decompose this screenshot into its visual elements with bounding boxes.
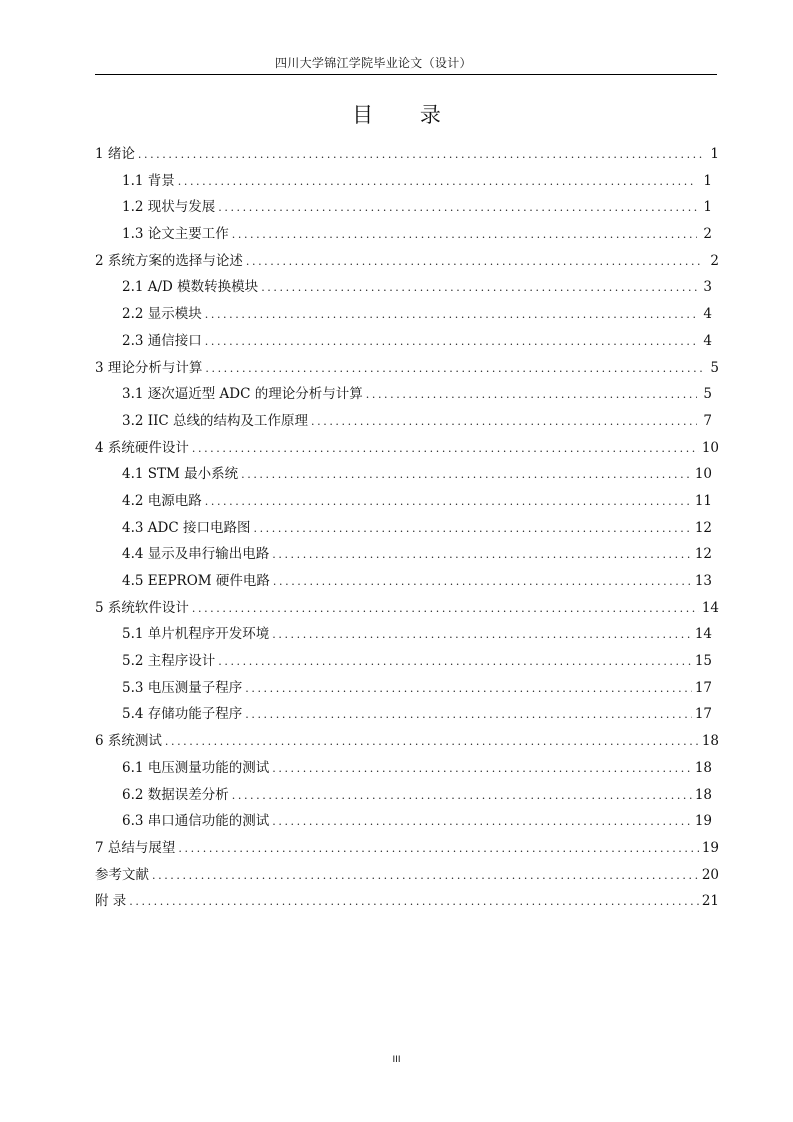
toc-dot-leader [273, 569, 692, 596]
toc-dot-leader [165, 729, 699, 756]
toc-dot-leader [138, 142, 704, 169]
toc-entry-title: 5.4 存储功能子程序 [122, 706, 243, 723]
toc-entry[interactable] [95, 675, 719, 702]
toc-dot-leader [272, 622, 692, 649]
toc-dot-leader [205, 356, 704, 383]
toc-entry-title: 2.2 显示模块 [122, 306, 202, 323]
toc-dot-leader [245, 676, 692, 703]
toc-entry-title: 4.2 电源电路 [122, 492, 202, 509]
toc-entry[interactable] [95, 274, 719, 301]
toc-entry-title: 6.2 数据误差分析 [122, 786, 229, 803]
toc-entry[interactable] [95, 221, 719, 248]
toc-entry[interactable] [95, 621, 719, 648]
toc-entry[interactable] [95, 355, 719, 382]
toc-entry[interactable] [95, 782, 719, 809]
toc-entry-page: 15 [694, 653, 712, 670]
toc-entry[interactable] [95, 408, 719, 435]
toc-entry[interactable] [95, 488, 719, 515]
toc-dot-leader [129, 889, 699, 916]
toc-entry-title: 3.2 IIC 总线的结构及工作原理 [122, 412, 309, 429]
toc-entry[interactable] [95, 435, 719, 462]
toc-entry-page: 14 [694, 626, 712, 643]
toc-entry-title: 4 系统硬件设计 [95, 439, 189, 456]
toc-dot-leader [205, 329, 697, 356]
toc-entry-title: 2 系统方案的选择与论述 [95, 252, 243, 269]
toc-dot-leader [178, 169, 697, 196]
toc-entry-page: 7 [703, 412, 712, 429]
toc-entry[interactable] [95, 755, 719, 782]
toc-title: 目 录 [352, 103, 461, 127]
toc-dot-leader [311, 409, 697, 436]
toc-entry[interactable] [95, 728, 719, 755]
toc-entry-page: 12 [694, 519, 712, 536]
toc-entry-title: 5.3 电压测量子程序 [122, 679, 243, 696]
table-of-contents [95, 141, 719, 915]
toc-entry[interactable] [95, 541, 719, 568]
toc-entry-page: 17 [694, 679, 712, 696]
toc-entry-title: 6 系统测试 [95, 733, 162, 750]
toc-entry[interactable] [95, 515, 719, 542]
toc-entry-page: 18 [694, 786, 712, 803]
toc-dot-leader [253, 516, 691, 543]
toc-entry-page: 3 [703, 279, 712, 296]
toc-dot-leader [261, 275, 697, 302]
toc-entry[interactable] [95, 141, 719, 168]
toc-dot-leader [272, 809, 692, 836]
toc-entry-page: 5 [703, 386, 712, 403]
toc-entry-page: 11 [694, 492, 712, 509]
toc-entry-title: 1.2 现状与发展 [122, 199, 216, 216]
toc-dot-leader [205, 489, 692, 516]
toc-entry-page: 4 [703, 306, 712, 323]
toc-entry-page: 10 [694, 466, 712, 483]
toc-entry-page: 13 [694, 573, 712, 589]
toc-entry-title: 1.1 背景 [122, 172, 175, 189]
toc-entry-title: 5 系统软件设计 [95, 599, 189, 616]
toc-entry[interactable] [95, 301, 719, 328]
toc-entry-page: 17 [694, 706, 712, 723]
toc-dot-leader [245, 702, 692, 729]
toc-entry-title: 1.3 论文主要工作 [122, 226, 229, 243]
toc-dot-leader [152, 863, 699, 890]
toc-entry[interactable] [95, 328, 719, 355]
toc-entry[interactable] [95, 808, 719, 835]
toc-dot-leader [272, 542, 692, 569]
toc-entry[interactable] [95, 381, 719, 408]
toc-entry-title: 2.1 A/D 模数转换模块 [122, 279, 259, 296]
toc-dot-leader [192, 436, 699, 463]
toc-dot-leader [205, 302, 697, 329]
toc-dot-leader [366, 382, 697, 409]
toc-entry-page: 21 [701, 893, 719, 910]
page-number: III [392, 1055, 401, 1065]
toc-entry[interactable] [95, 595, 719, 622]
toc-entry-title: 7 总结与展望 [95, 839, 176, 856]
toc-entry-title: 5.1 单片机程序开发环境 [122, 626, 270, 643]
toc-entry-title: 4.3 ADC 接口电路图 [122, 519, 251, 536]
toc-entry[interactable] [95, 461, 719, 488]
toc-entry-title: 参考文献 [95, 866, 149, 883]
toc-dot-leader [192, 596, 699, 623]
toc-entry[interactable] [95, 701, 719, 728]
toc-dot-leader [218, 195, 697, 222]
toc-entry-page: 2 [710, 252, 719, 269]
toc-dot-leader [232, 783, 692, 810]
toc-entry-title: 1 绪论 [95, 146, 135, 162]
toc-entry-title: 4.1 STM 最小系统 [122, 466, 239, 483]
toc-entry-page: 1 [703, 172, 712, 189]
toc-entry-title: 2.3 通信接口 [122, 332, 202, 349]
toc-entry-title: 3 理论分析与计算 [95, 359, 203, 376]
toc-entry-title: 5.2 主程序设计 [122, 653, 216, 670]
toc-entry-title: 附 录 [95, 893, 127, 910]
toc-entry-page: 4 [703, 332, 712, 349]
toc-entry-page: 18 [701, 733, 719, 750]
toc-entry-page: 19 [701, 839, 719, 856]
toc-entry-title: 6.3 串口通信功能的测试 [122, 813, 270, 830]
toc-entry-title: 4.5 EEPROM 硬件电路 [122, 573, 270, 589]
toc-entry-page: 18 [694, 759, 712, 776]
toc-entry-page: 12 [694, 546, 712, 563]
toc-entry-page: 20 [701, 866, 719, 883]
toc-entry-title: 4.4 显示及串行输出电路 [122, 546, 270, 563]
toc-dot-leader [241, 462, 692, 489]
toc-entry-title: 3.1 逐次逼近型 ADC 的理论分析与计算 [122, 386, 363, 403]
header-title: 四川大学锦江学院毕业论文（设计） [275, 56, 472, 70]
toc-dot-leader [178, 836, 698, 863]
toc-entry[interactable] [95, 888, 719, 915]
toc-entry[interactable] [95, 862, 719, 889]
toc-entry-page: 1 [710, 146, 719, 162]
toc-entry[interactable] [95, 835, 719, 862]
toc-dot-leader [218, 649, 692, 676]
toc-entry-title: 6.1 电压测量功能的测试 [122, 759, 270, 776]
toc-entry[interactable] [95, 248, 719, 275]
toc-entry[interactable] [95, 568, 719, 595]
toc-dot-leader [232, 222, 697, 249]
toc-entry[interactable] [95, 648, 719, 675]
toc-entry[interactable] [95, 168, 719, 195]
toc-dot-leader [246, 249, 704, 276]
toc-entry-page: 1 [703, 199, 712, 216]
toc-entry-page: 5 [710, 359, 719, 376]
page-header [95, 56, 717, 75]
toc-entry-page: 10 [701, 439, 719, 456]
toc-dot-leader [272, 756, 692, 783]
toc-entry[interactable] [95, 194, 719, 221]
toc-entry-page: 19 [694, 813, 712, 830]
toc-entry-page: 2 [703, 226, 712, 243]
toc-entry-page: 14 [701, 599, 719, 616]
